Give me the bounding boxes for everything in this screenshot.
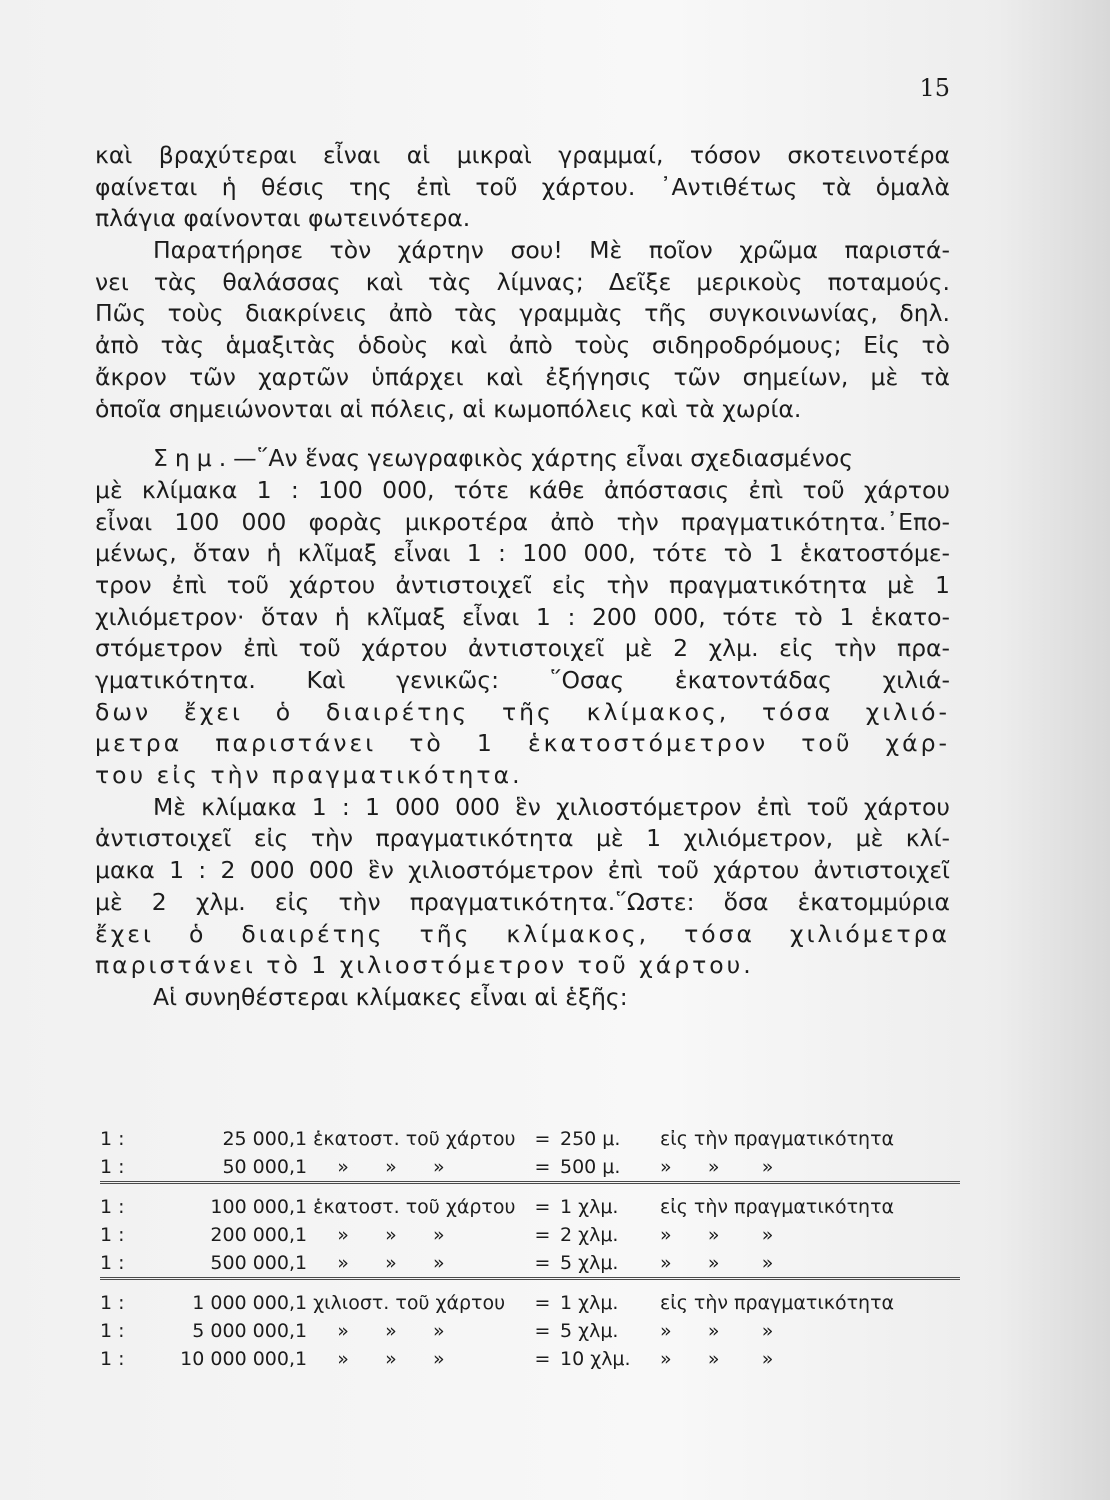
reality-label: εἰς τὴν πραγματικότητα [660, 1128, 895, 1150]
text-line-spaced: παριστάνει τὸ 1 χιλιοστόμετρον τοῦ χάρτου. [95, 951, 754, 980]
text-line: στόμετρον ἐπὶ τοῦ χάρτου ἀντιστοιχεῖ μὲ 2 χλμ. εἰς τὴν πρα- [95, 634, 950, 663]
text-line: φαίνεται ἡ θέσις της ἐπὶ τοῦ χάρτου. ᾿Αντιθέτως τὰ ὁμαλὰ [95, 172, 950, 201]
equals-sign: = [534, 1128, 551, 1150]
scale-ratio: 50 000, [222, 1156, 295, 1178]
note-label: Σημ. [153, 444, 234, 473]
text-line: ἀντιστοιχεῖ εἰς τὴν πραγματικότητα μὲ 1 χιλιόμετρον, μὲ κλί- [95, 824, 950, 853]
equals-sign: = [534, 1292, 551, 1314]
scale-ratio: 25 000, [222, 1128, 295, 1150]
text-line: μὲ 2 χλμ. εἰς τὴν πραγματικότητα.῞Ωστε: ὅσα ἑκατομμύρια [95, 887, 950, 916]
real-distance: 1 χλμ. [560, 1196, 619, 1218]
reality-label: » » » [660, 1348, 774, 1370]
text-line: ἄκρον τῶν χαρτῶν ὑπάρχει καὶ ἐξήγησις τῶν σημείων, μὲ τὰ [95, 362, 950, 391]
scale-ratio: 10 000 000, [180, 1348, 295, 1370]
text-line: ὁποῖα σημειώνονται αἱ πόλεις, αἱ κωμοπόλεις καὶ τὰ χωρία. [95, 394, 802, 423]
text-line: μὲ κλίμακα 1 : 100 000, τότε κάθε ἀπόστασις ἐπὶ τοῦ χάρτου [95, 475, 950, 504]
scale-ratio: 5 000 000, [192, 1320, 295, 1342]
text-line-spaced: ἔχει ὁ διαιρέτης τῆς κλίμακος, τόσα χιλιόμετρα [95, 919, 950, 948]
table-row [100, 1221, 960, 1249]
scale-ratio: 500 000, [210, 1252, 295, 1274]
page-number: 15 [919, 74, 950, 102]
table-row [100, 1125, 960, 1153]
equals-sign: = [534, 1156, 551, 1178]
note-first-line-text: —῞Αν ἕνας γεωγραφικὸς χάρτης εἶναι σχεδιασμένος [233, 444, 854, 473]
real-distance: 5 χλμ. [560, 1320, 619, 1342]
table-row [100, 1279, 960, 1318]
text-line: τρον ἐπὶ τοῦ χάρτου ἀντιστοιχεῖ εἰς τὴν πραγματικότητα μὲ 1 [95, 570, 950, 599]
text-line: χιλιόμετρον· ὅταν ἡ κλῖμαξ εἶναι 1 : 200 000, τότε τὸ 1 ἑκατο- [95, 602, 950, 631]
text-line: πλάγια φαίνονται φωτεινότερα. [95, 204, 471, 233]
map-unit: 1 ἑκατοστ. τοῦ χάρτου [295, 1128, 516, 1150]
equals-sign: = [534, 1196, 551, 1218]
text-line: Παρατήρησε τὸν χάρτην σου! Μὲ ποῖον χρῶμα παριστά- [153, 236, 950, 265]
reality-label: » » » [660, 1320, 774, 1342]
text-line: νει τὰς θαλάσσας καὶ τὰς λίμνας; Δεῖξε μερικοὺς ποταμούς. [95, 267, 950, 296]
equals-sign: = [534, 1252, 551, 1274]
real-distance: 250 μ. [560, 1128, 621, 1150]
reality-label: » » » [660, 1156, 774, 1178]
text-line-spaced: δων ἔχει ὁ διαιρέτης τῆς κλίμακος, τόσα χιλιό- [95, 697, 950, 726]
scale-prefix: 1 : [100, 1156, 125, 1178]
reality-label: » » » [660, 1252, 774, 1274]
text-line: Πῶς τοὺς διακρίνεις ἀπὸ τὰς γραμμὰς τῆς συγκοινωνίας, δηλ. [95, 299, 950, 328]
text-line: Μὲ κλίμακα 1 : 1 000 000 ἓν χιλιοστόμετρον ἐπὶ τοῦ χάρτου [153, 792, 950, 821]
real-distance: 1 χλμ. [560, 1292, 619, 1314]
text-line: μένως, ὅταν ἡ κλῖμαξ εἶναι 1 : 100 000, τότε τὸ 1 ἑκατοστόμε- [95, 539, 950, 568]
real-distance: 5 χλμ. [560, 1252, 619, 1274]
scale-prefix: 1 : [100, 1128, 125, 1150]
table-row [100, 1317, 960, 1345]
map-unit: 1 » » » [295, 1320, 445, 1342]
scale-table [100, 1125, 960, 1373]
real-distance: 2 χλμ. [560, 1224, 619, 1246]
equals-sign: = [534, 1348, 551, 1370]
text-line: Αἱ συνηθέστεραι κλίμακες εἶναι αἱ ἑξῆς: [153, 982, 628, 1011]
scale-ratio: 1 000 000, [192, 1292, 295, 1314]
map-unit: 1 » » » [295, 1252, 445, 1274]
text-line-spaced: του εἰς τὴν πραγματικότητα. [95, 761, 523, 790]
reality-label: » » » [660, 1224, 774, 1246]
equals-sign: = [534, 1320, 551, 1342]
equals-sign: = [534, 1224, 551, 1246]
scale-prefix: 1 : [100, 1224, 125, 1246]
reality-label: εἰς τὴν πραγματικότητα [660, 1196, 895, 1218]
scale-ratio: 100 000, [210, 1196, 295, 1218]
scale-prefix: 1 : [100, 1196, 125, 1218]
real-distance: 500 μ. [560, 1156, 621, 1178]
map-unit: 1 » » » [295, 1224, 445, 1246]
table-row [100, 1249, 960, 1279]
reality-label: εἰς τὴν πραγματικότητα [660, 1292, 895, 1314]
scale-prefix: 1 : [100, 1320, 125, 1342]
text-line: γματικότητα. Καὶ γενικῶς: ῞Οσας ἑκατοντάδας χιλιά- [95, 666, 950, 694]
note-first-line [95, 443, 950, 475]
text-line-spaced: μετρα παριστάνει τὸ 1 ἑκατοστόμετρον τοῦ χάρ- [95, 729, 950, 758]
map-unit: 1 » » » [295, 1156, 445, 1178]
table-row [100, 1345, 960, 1373]
map-unit: 1 » » » [295, 1348, 445, 1370]
text-line: ἀπὸ τὰς ἁμαξιτὰς ὁδοὺς καὶ ἀπὸ τοὺς σιδηροδρόμους; Εἰς τὸ [95, 331, 950, 360]
map-unit: 1 χιλιοστ. τοῦ χάρτου [295, 1292, 506, 1314]
scale-prefix: 1 : [100, 1252, 125, 1274]
scale-ratio: 200 000, [210, 1224, 295, 1246]
text-line: καὶ βραχύτεραι εἶναι αἱ μικραὶ γραμμαί, τόσον σκοτεινοτέρα [95, 141, 950, 169]
map-unit: 1 ἑκατοστ. τοῦ χάρτου [295, 1196, 516, 1218]
scale-prefix: 1 : [100, 1348, 125, 1370]
real-distance: 10 χλμ. [560, 1348, 631, 1370]
text-line: εἶναι 100 000 φορὰς μικροτέρα ἀπὸ τὴν πραγματικότητα.᾿Επο- [95, 507, 950, 536]
table-row [100, 1183, 960, 1222]
text-line: μακα 1 : 2 000 000 ἓν χιλιοστόμετρον ἐπὶ τοῦ χάρτου ἀντιστοιχεῖ [95, 856, 950, 885]
table-row [100, 1153, 960, 1183]
scale-prefix: 1 : [100, 1292, 125, 1314]
body-text [95, 140, 950, 1014]
